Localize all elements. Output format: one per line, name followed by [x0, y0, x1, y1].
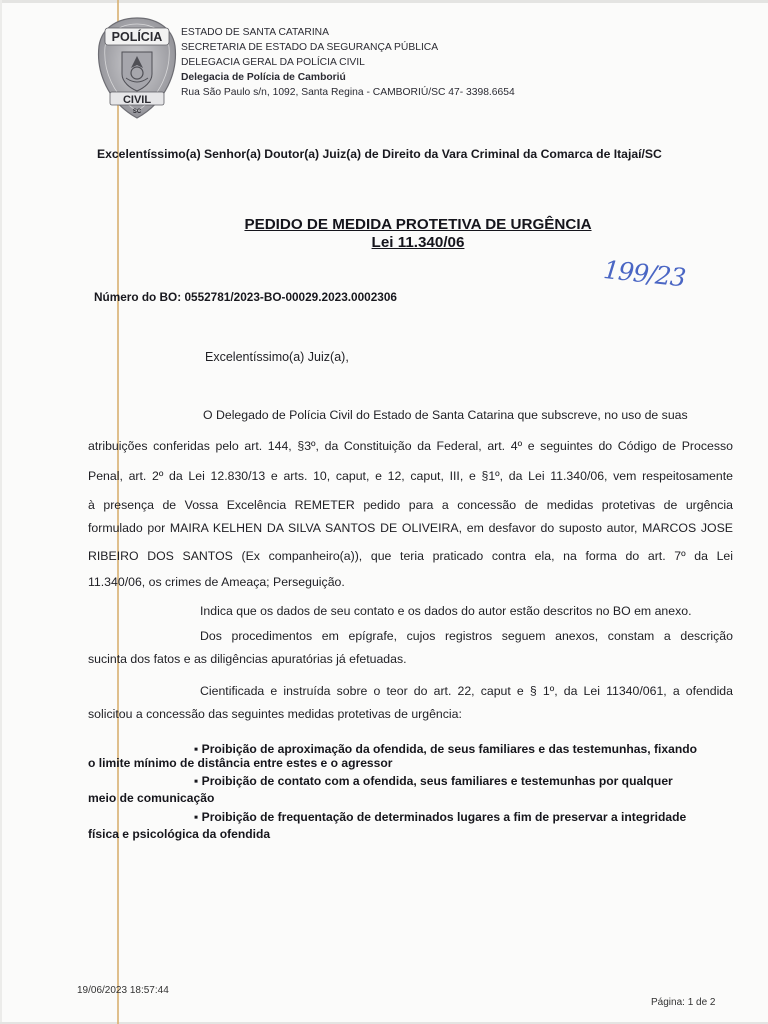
document-title: PEDIDO DE MEDIDA PROTETIVA DE URGÊNCIA [244, 216, 592, 233]
text-line: RIBEIRO DOS SANTOS (Ex companheiro(a)), que teria praticado contra ela, na forma do art. 7º da Lei [88, 549, 733, 563]
header-delegacy: Delegacia de Polícia de Camboriú [181, 72, 346, 83]
measure-2-line-2: meio de comunicação [88, 791, 215, 805]
text-line: sucinta dos fatos e as diligências apuratórias já efetuadas. [88, 652, 407, 666]
scan-top-edge [0, 0, 768, 3]
text-line: à presença de Vossa Excelência REMETER pedido para a concessão de medidas protetivas de urgência [88, 498, 733, 512]
svg-text:CIVIL: CIVIL [122, 94, 152, 106]
scan-left-edge [0, 0, 2, 1024]
policia-civil-badge-icon [96, 16, 178, 120]
svg-text:POLÍCIA: POLÍCIA [111, 30, 163, 44]
header-address: Rua São Paulo s/n, 1092, Santa Regina - CAMBORIÚ/SC 47- 3398.6654 [181, 87, 515, 98]
handwritten-note: 199/23 [601, 255, 687, 293]
header-secretariat: SECRETARIA DE ESTADO DA SEGURANÇA PÚBLICA [181, 42, 439, 53]
text-line: Dos procedimentos em epígrafe, cujos registros seguem anexos, constam a descrição [200, 629, 733, 643]
timestamp: 19/06/2023 18:57:44 [77, 985, 169, 996]
measure-1-line-2: o limite mínimo de distância entre estes e o agressor [88, 756, 393, 770]
measure-2-line-1: ▪ Proibição de contato com a ofendida, seus familiares e testemunhas por qualquer [194, 774, 673, 788]
header-general-delegacy: DELEGACIA GERAL DA POLÍCIA CIVIL [181, 57, 365, 68]
measure-3-line-2: física e psicológica da ofendida [88, 827, 271, 841]
text-line: formulado por MAIRA KELHEN DA SILVA SANTOS DE OLIVEIRA, em desfavor do suposto autor, MARCOS JOSE [88, 521, 733, 535]
bo-number: Número do BO: 0552781/2023-BO-00029.2023.0002306 [94, 290, 397, 304]
salutation: Excelentíssimo(a) Juiz(a), [205, 350, 349, 364]
text-line: atribuições conferidas pelo art. 144, §3º, da Constituição da Federal, art. 4º e seguintes do Código de Processo [88, 439, 733, 453]
text-line: solicitou a concessão das seguintes medidas protetivas de urgência: [88, 707, 462, 721]
document-law: Lei 11.340/06 [371, 234, 465, 251]
measure-1-line-1: ▪ Proibição de aproximação da ofendida, de seus familiares e das testemunhas, fixando [194, 742, 697, 756]
page-indicator: Página: 1 de 2 [651, 997, 716, 1008]
text-line: 11.340/06, os crimes de Ameaça; Perseguição. [88, 575, 345, 589]
addressee: Excelentíssimo(a) Senhor(a) Doutor(a) Juiz(a) de Direito da Vara Criminal da Comarca de Itajaí/SC [97, 147, 662, 161]
text-line: O Delegado de Polícia Civil do Estado de Santa Catarina que subscreve, no uso de suas [203, 408, 688, 422]
svg-text:SC: SC [132, 109, 142, 115]
measure-3-line-1: ▪ Proibição de frequentação de determinados lugares a fim de preservar a integridade [194, 810, 687, 824]
text-line: Indica que os dados de seu contato e os dados do autor estão descritos no BO em anexo. [200, 604, 692, 618]
text-line: Penal, art. 2º da Lei 12.830/13 e arts. 10, caput, e 12, caput, III, e §1º, da Lei 11.340/06, vem respeitosamente [88, 469, 733, 483]
header-state: ESTADO DE SANTA CATARINA [181, 27, 329, 38]
text-line: Cientificada e instruída sobre o teor do art. 22, caput e § 1º, da Lei 11340/061, a ofendida [200, 684, 733, 698]
